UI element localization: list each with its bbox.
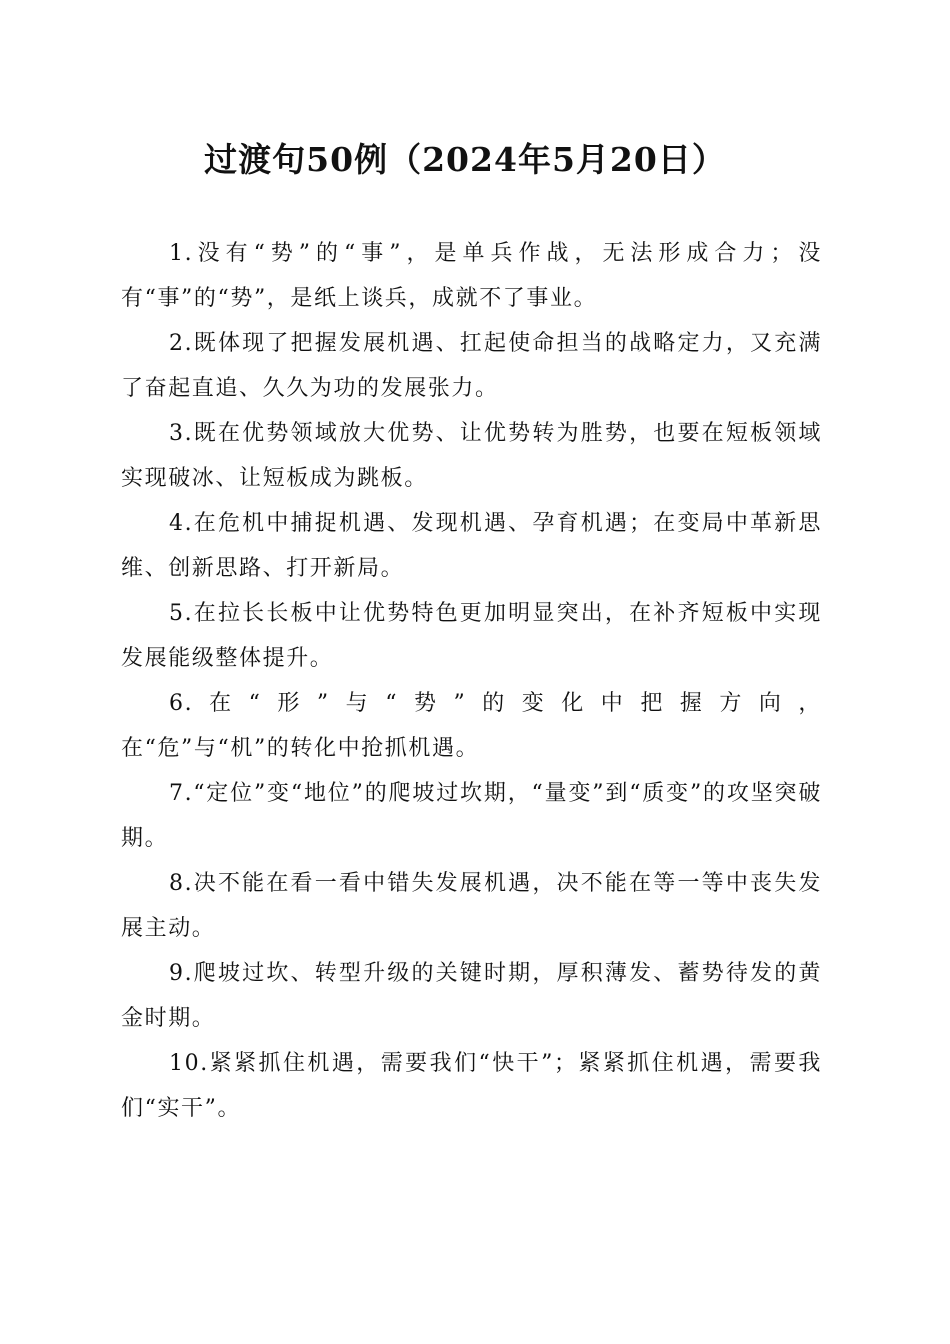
paragraph-8: 8.决不能在看一看中错失发展机遇，决不能在等一等中丧失发展主动。 (121, 871, 822, 941)
document-body (121, 231, 822, 1131)
paragraph-6-line-2: 在“危”与“机”的转化中抢抓机遇。 (121, 736, 480, 761)
document-title: 过渡句50例（2024年5月20日） (204, 140, 726, 179)
paragraph-6 (121, 681, 822, 771)
paragraph-6-line-1: 6.在“形”与“势”的变化中把握方向， (169, 691, 822, 716)
paragraph-2: 2.既体现了把握发展机遇、扛起使命担当的战略定力，又充满了奋起直追、久久为功的发展张力。 (121, 331, 822, 401)
paragraph-1: 1.没有“势”的“事”，是单兵作战，无法形成合力；没有“事”的“势”，是纸上谈兵，成就不了事业。 (121, 241, 822, 311)
paragraph-3: 3.既在优势领域放大优势、让优势转为胜势，也要在短板领域实现破冰、让短板成为跳板。 (121, 421, 822, 491)
paragraph-5: 5.在拉长长板中让优势特色更加明显突出，在补齐短板中实现发展能级整体提升。 (121, 601, 822, 671)
paragraph-4: 4.在危机中捕捉机遇、发现机遇、孕育机遇；在变局中革新思维、创新思路、打开新局。 (121, 511, 822, 581)
paragraph-10: 10.紧紧抓住机遇，需要我们“快干”；紧紧抓住机遇，需要我们“实干”。 (121, 1051, 822, 1121)
paragraph-9: 9.爬坡过坎、转型升级的关键时期，厚积薄发、蓄势待发的黄金时期。 (121, 961, 822, 1031)
paragraph-7: 7.“定位”变“地位”的爬坡过坎期，“量变”到“质变”的攻坚突破期。 (121, 781, 822, 851)
